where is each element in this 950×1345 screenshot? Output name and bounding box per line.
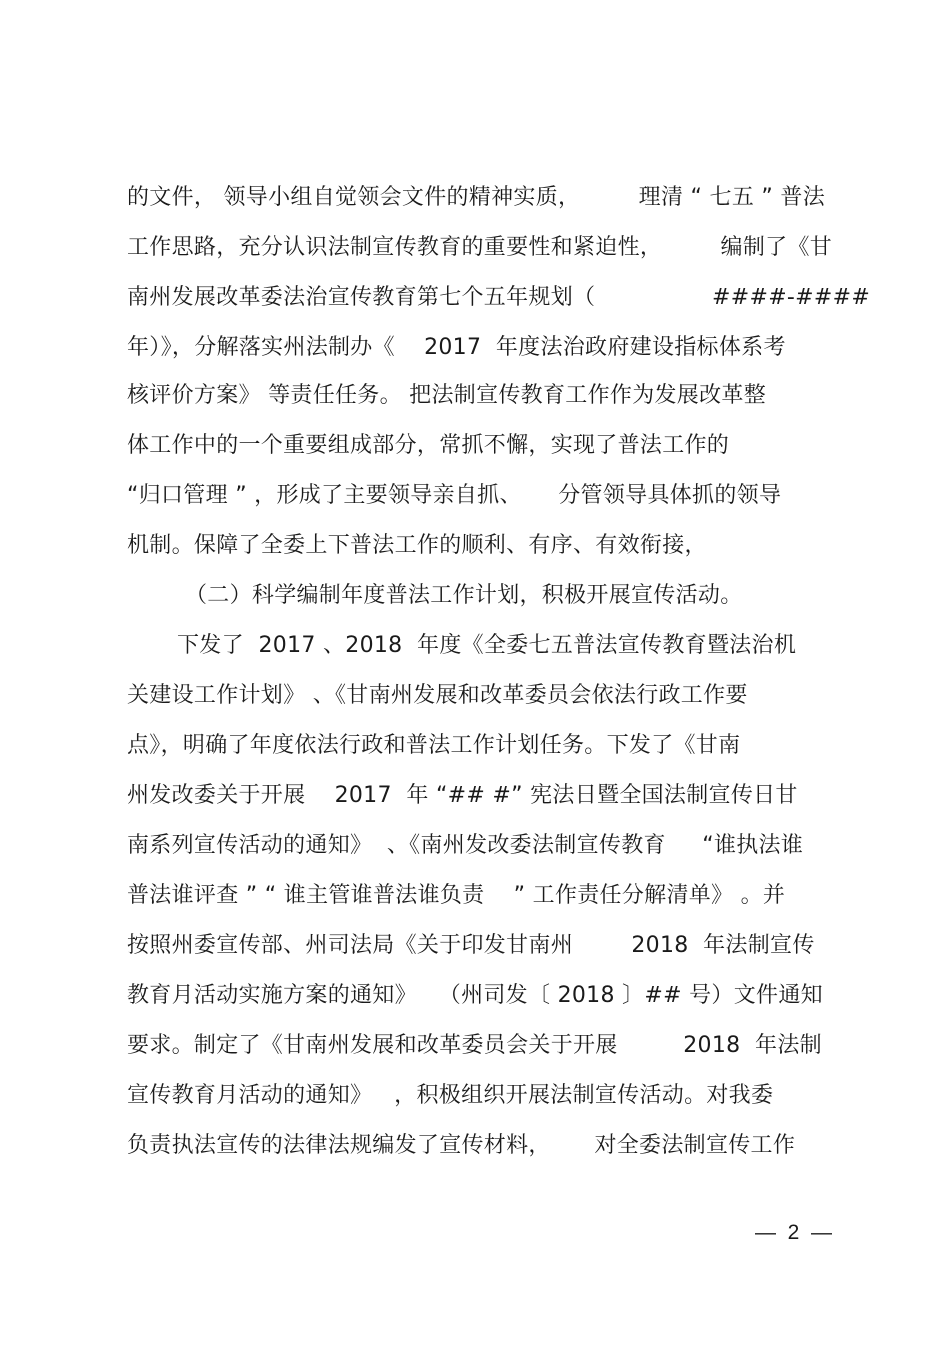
page-number: — 2 —: [755, 1221, 833, 1244]
text-line: 教育月活动实施方案的通知》 （州司发〔 2018 〕## 号）文件通知: [127, 983, 823, 1008]
text-line: 工作思路，充分认识法制宣传教育的重要性和紧迫性， 编制了《甘: [127, 235, 833, 260]
text-line: 年）》，分解落实州法制办《 2017 年度法治政府建设指标体系考: [127, 335, 786, 360]
text-line: 点》，明确了年度依法行政和普法工作计划任务。下发了《甘南: [127, 733, 741, 758]
text-line: 普法谁评查 ” “ 谁主管谁普法谁负责 ” 工作责任分解清单》 。并: [127, 883, 786, 908]
text-line: 南州发展改革委法治宣传教育第七个五年规划（ ####-####: [127, 285, 871, 310]
text-line: 州发改委关于开展 2017 年 “## #” 宪法日暨全国法制宣传日甘: [127, 783, 798, 808]
text-line: 负责执法宣传的法律法规编发了宣传材料， 对全委法制宣传工作: [127, 1133, 796, 1158]
text-line: 南系列宣传活动的通知》 、《南州发改委法制宣传教育 “谁执法谁: [127, 833, 804, 858]
text-line: 关建设工作计划》 、《甘南州发展和改革委员会依法行政工作要: [127, 683, 748, 708]
text-line: 体工作中的一个重要组成部分，常抓不懈，实现了普法工作的: [127, 433, 730, 458]
text-line: 按照州委宣传部、州司法局《关于印发甘南州 2018 年法制宣传: [127, 933, 815, 958]
text-line: 核评价方案》 等责任任务。 把法制宣传教育工作作为发展改革整: [127, 383, 766, 408]
text-line: 宣传教育月活动的通知》 ，积极组织开展法制宣传活动。对我委: [127, 1083, 774, 1108]
text-line: “归口管理 ” ，形成了主要领导亲自抓、 分管领导具体抓的领导: [127, 483, 782, 508]
section-heading: （二）科学编制年度普法工作计划，积极开展宣传活动。: [185, 583, 743, 608]
text-line: 机制。保障了全委上下普法工作的顺利、有序、有效衔接，: [127, 533, 707, 558]
text-line: 的文件， 领导小组自觉领会文件的精神实质， 理清 “ 七五 ” 普法: [127, 185, 826, 210]
text-line: 要求。制定了《甘南州发展和改革委员会关于开展 2018 年法制: [127, 1033, 822, 1058]
text-line: 下发了 2017 、2018 年度《全委七五普法宣传教育暨法治机: [177, 633, 797, 658]
